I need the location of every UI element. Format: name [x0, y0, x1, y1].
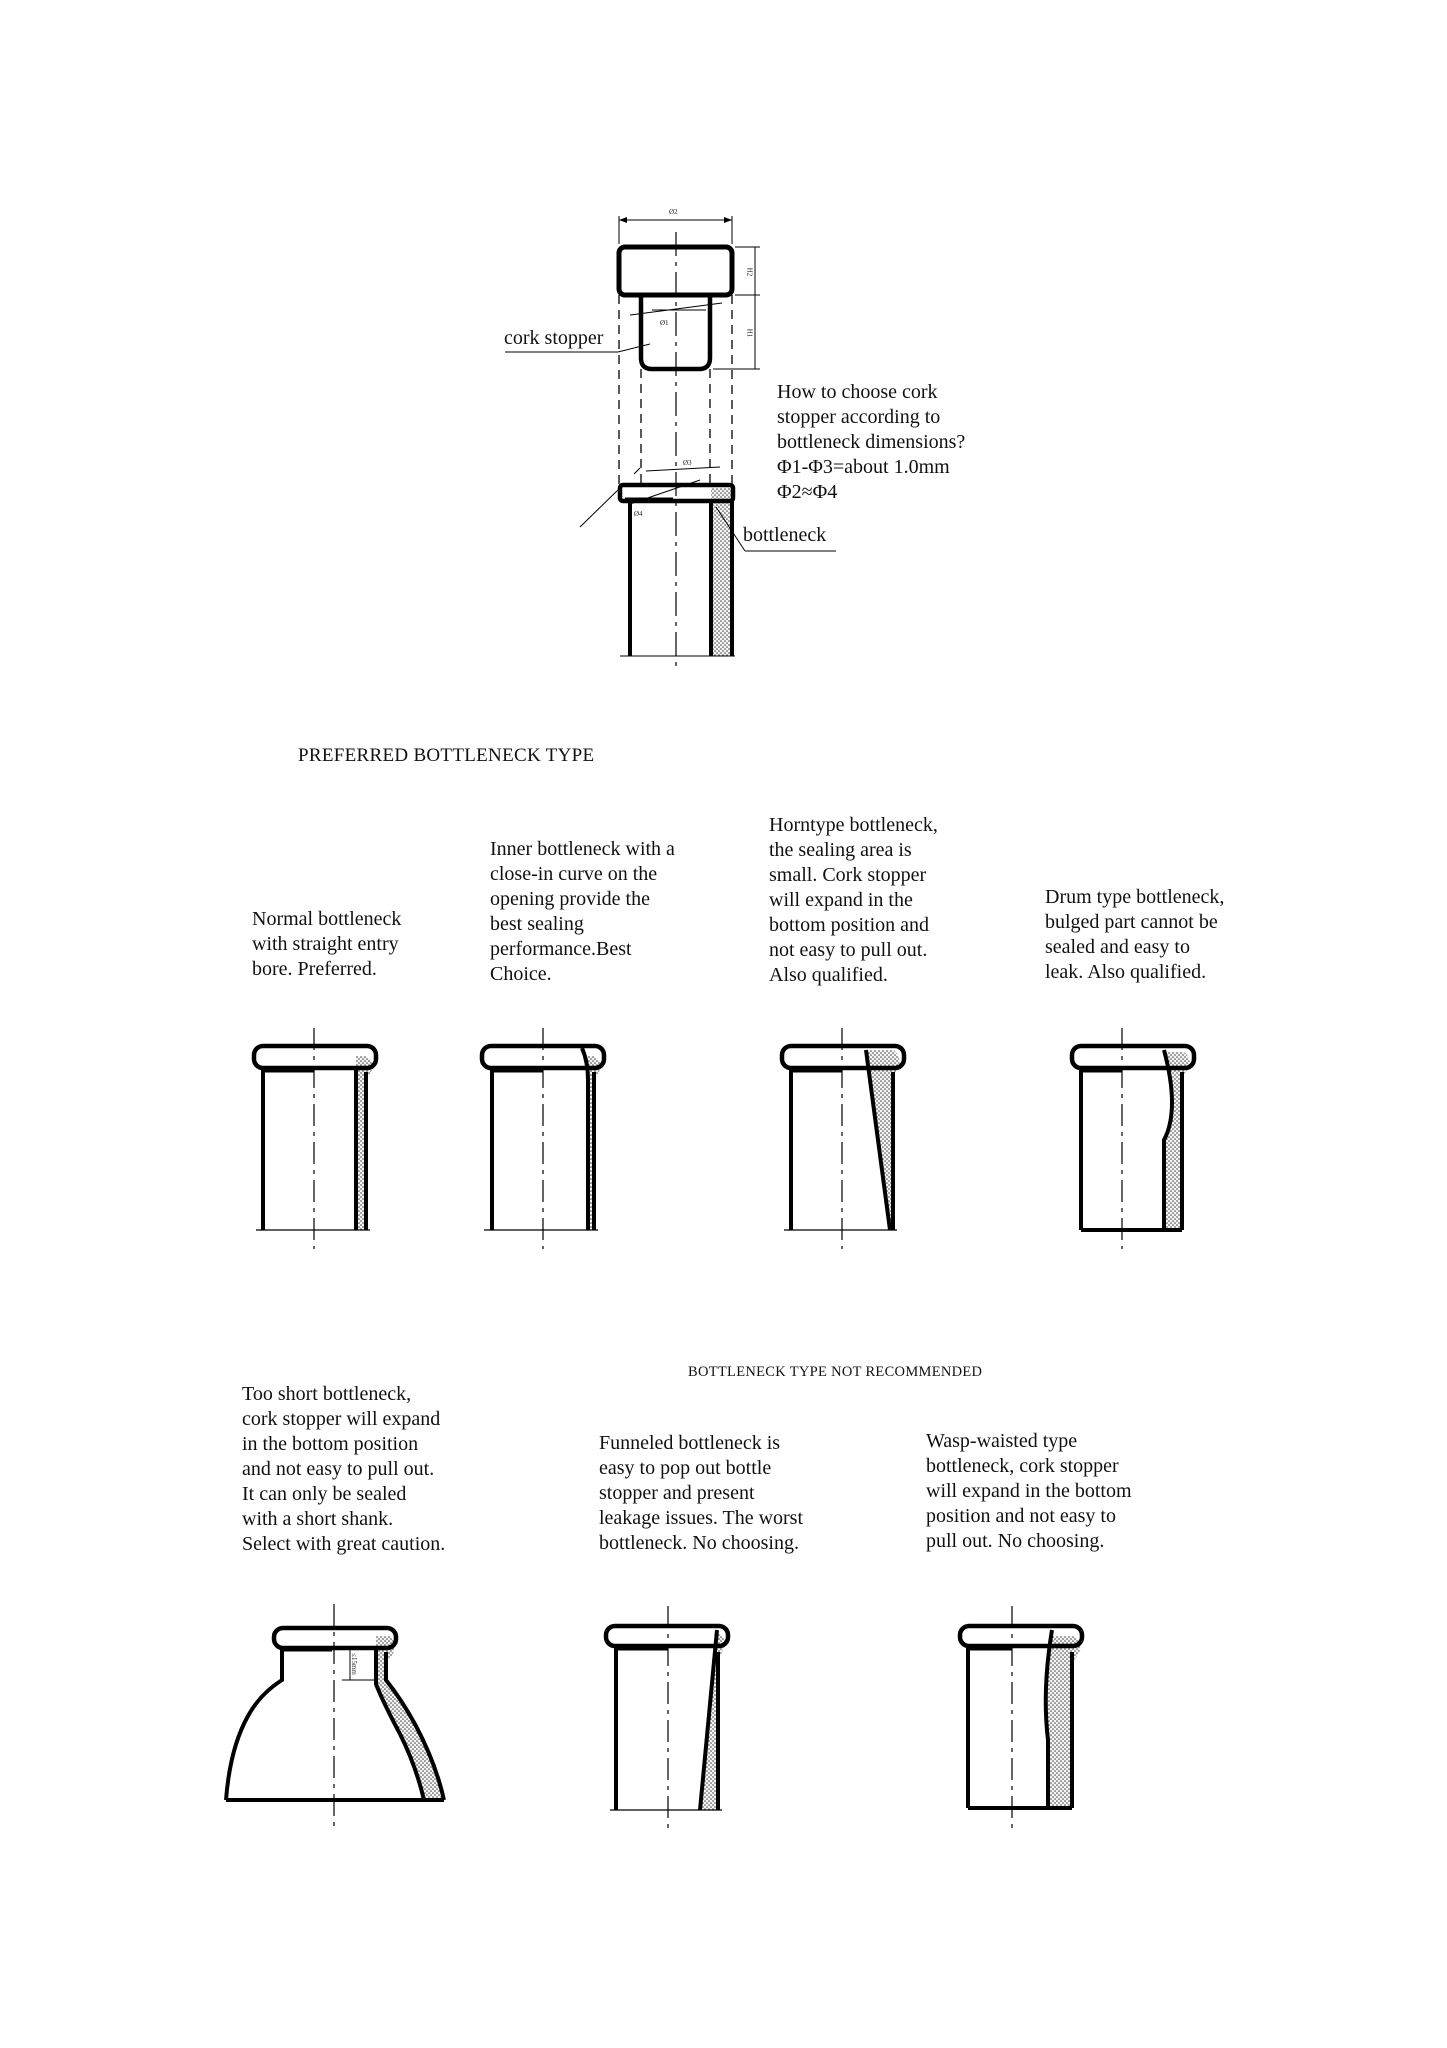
wasp-waisted-bottleneck-text: Wasp-waisted type bottleneck, cork stopper will expand in the bottom position and not easy to pull out. No choosing.: [926, 1430, 1132, 1552]
dim-d4-label: Ø4: [634, 510, 643, 518]
dim-h2-label: H2: [745, 267, 754, 277]
dim-short-label: ≤15mm: [349, 1653, 358, 1675]
dim-d2-label: Ø2: [669, 208, 678, 216]
short-bottleneck-drawing: [226, 1604, 444, 1828]
short-bottleneck-text: Too short bottleneck, cork stopper will expand in the bottom position and not easy to pull out. It can only be sealed with a short shank. Select with great caution.: [242, 1383, 446, 1555]
not-recommended-heading: BOTTLENECK TYPE NOT RECOMMENDED: [688, 1364, 983, 1380]
dim-d3-label: Ø3: [683, 459, 692, 467]
bottleneck-label: bottleneck: [743, 524, 827, 546]
dim-d1-label: Ø1: [660, 319, 669, 327]
cork-stopper-label: cork stopper: [504, 327, 604, 349]
funneled-bottleneck-text: Funneled bottleneck is easy to pop out bottle stopper and present leakage issues. The worst bottleneck. No choosing.: [599, 1432, 804, 1554]
horn-type-bottleneck-text: Horntype bottleneck, the sealing area is small. Cork stopper will expand in the bottom position and not easy to pull out. Also qualified.: [769, 814, 938, 986]
normal-bottleneck-drawing: [254, 1028, 376, 1249]
funneled-bottleneck-drawing: [606, 1606, 728, 1832]
inner-curve-bottleneck-drawing: [482, 1028, 604, 1249]
normal-bottleneck-text: Normal bottleneck with straight entry bore. Preferred.: [252, 908, 402, 980]
preferred-heading: PREFERRED BOTTLENECK TYPE: [298, 745, 595, 766]
horn-type-bottleneck-drawing: [782, 1028, 904, 1249]
inner-curve-bottleneck-text: Inner bottleneck with a close-in curve on the opening provide the best sealing performance.Best Choice.: [490, 838, 675, 985]
dim-h1-label: H1: [745, 328, 754, 338]
drum-type-bottleneck-drawing: [1072, 1028, 1194, 1249]
selection-note: How to choose cork stopper according to bottleneck dimensions? Φ1-Φ3=about 1.0mm Φ2≈Φ4: [777, 381, 966, 503]
wasp-waisted-bottleneck-drawing: [960, 1606, 1082, 1830]
drum-type-bottleneck-text: Drum type bottleneck, bulged part cannot be sealed and easy to leak. Also qualified.: [1045, 886, 1225, 983]
